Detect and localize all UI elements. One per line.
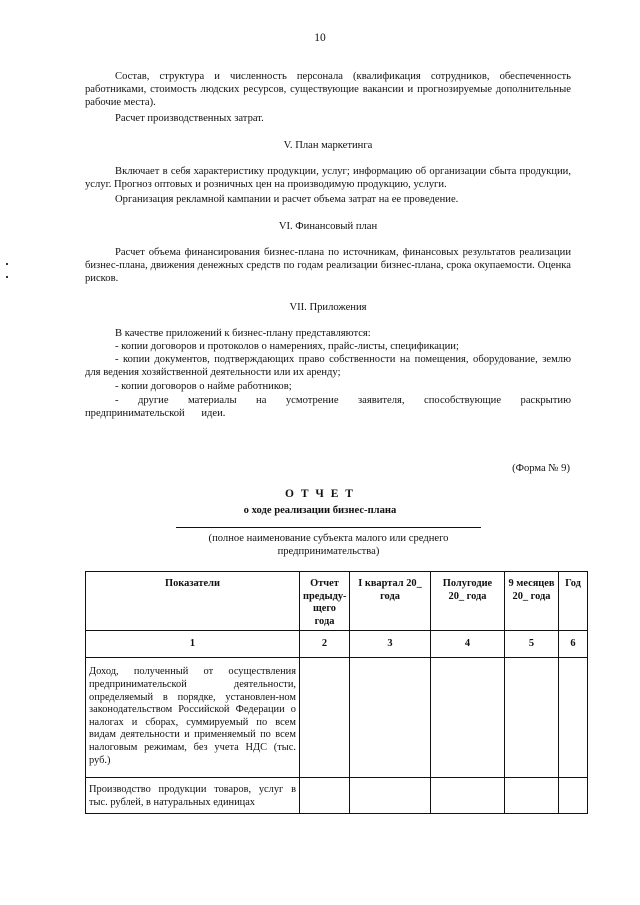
appendix-item-3: - копии договоров о найме работников; [115, 381, 292, 392]
row-income-label: Доход, полученный от осуществления предпринимательской деятельности, определяемый в порядке, установлен-ном законодательством Российской Федерации о налогах и сборах, суммируемый по всем видам деятельности и применяемый по всем налоговым режимам, без учета НДС (тыс. руб.) [86, 658, 300, 778]
value-cell [300, 658, 350, 778]
table-header-row [86, 572, 588, 631]
finance-heading: VI. Финансовый план [278, 221, 378, 232]
value-cell [559, 778, 588, 814]
column-number: 4 [431, 631, 505, 658]
appendix-item-4: - другие материалы на усмотрение заявителя, способствующие раскрытию предпринимательской идеи. [85, 395, 571, 420]
form-number: (Форма № 9) [512, 463, 570, 474]
row-production-label: Производство продукции товаров, услуг в тыс. рублей, в натуральных единицах [86, 778, 300, 814]
value-cell [431, 778, 505, 814]
value-cell [505, 778, 559, 814]
appendix-heading: VII. Приложения [289, 302, 367, 313]
margin-mark [6, 263, 8, 265]
value-cell [431, 658, 505, 778]
report-subtitle: о ходе реализации бизнес-плана [243, 505, 397, 516]
appendix-intro: В качестве приложений к бизнес-плану представляются: [115, 328, 371, 339]
header-half-year: Полугодие 20_ года [431, 572, 505, 631]
value-cell [350, 778, 431, 814]
entity-name-caption: (полное наименование субъекта малого или среднего предпринимательства) [208, 533, 449, 558]
header-prev-year: Отчет предыду-щего года [300, 572, 350, 631]
marketing-heading: V. План маркетинга [283, 140, 373, 151]
report-table [85, 571, 588, 814]
column-number-row [86, 631, 588, 658]
entity-name-line [176, 527, 481, 528]
value-cell [505, 658, 559, 778]
staff-paragraph: Состав, структура и численность персонала (квалификация сотрудников, обеспеченность работниками, стоимость людских ресурсов, существующие вакансии и прогнозируемые дополнительные рабочие места). [85, 71, 571, 109]
finance-paragraph: Расчет объема финансирования бизнес-плана по источникам, финансовых результатов реализации бизнес-плана, движения денежных средств по годам реализации бизнес-плана, срока окупаемости. Оценка рисков. [85, 247, 571, 285]
marketing-paragraph-1: Включает в себя характеристику продукции, услуг; информацию об организации сбыта продукции, услуг. Прогноз оптовых и розничных цен на производимую продукцию, услуги. [85, 166, 571, 191]
marketing-paragraph-2: Организация рекламной кампании и расчет объема затрат на ее проведение. [115, 194, 459, 205]
value-cell [350, 658, 431, 778]
column-number: 6 [559, 631, 588, 658]
column-number: 5 [505, 631, 559, 658]
value-cell [300, 778, 350, 814]
value-cell [559, 658, 588, 778]
margin-mark [6, 276, 8, 278]
costs-paragraph: Расчет производственных затрат. [115, 113, 264, 124]
column-number: 2 [300, 631, 350, 658]
column-number: 1 [86, 631, 300, 658]
appendix-item-2: - копии документов, подтверждающих право собственности на помещения, оборудование, землю для ведения хозяйственной деятельности или их аренду; [85, 354, 571, 379]
header-nine-months: 9 месяцев 20_ года [505, 572, 559, 631]
table-row [86, 658, 588, 778]
page-number: 10 [314, 32, 326, 44]
appendix-item-1: - копии договоров и протоколов о намерениях, прайс-листы, спецификации; [115, 341, 459, 352]
report-title: О Т Ч Е Т [285, 488, 355, 500]
table-row [86, 778, 588, 814]
column-number: 3 [350, 631, 431, 658]
header-q1: I квартал 20_ года [350, 572, 431, 631]
header-year: Год [559, 572, 588, 631]
header-indicators: Показатели [86, 572, 300, 631]
